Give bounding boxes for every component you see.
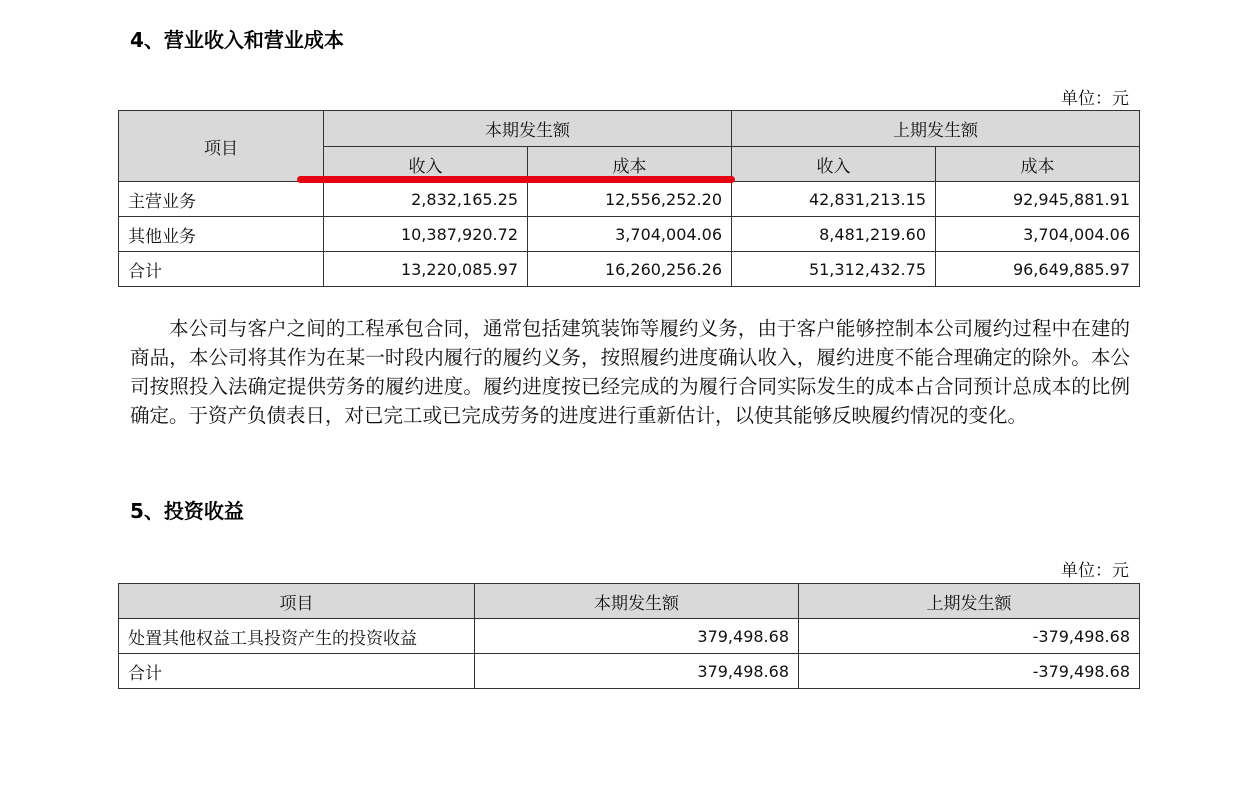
cell-previous-revenue: 42,831,213.15 [732,182,936,217]
row-label: 其他业务 [119,217,324,252]
row-label: 合计 [119,654,475,689]
header-current-cost: 成本 [528,147,732,182]
unit-label: 单位：元 [1061,89,1129,109]
table-row [119,217,1140,252]
header-previous-period: 上期发生额 [799,584,1140,619]
header-item: 项目 [119,584,475,619]
cell-previous: -379,498.68 [799,619,1140,654]
header-previous-period: 上期发生额 [732,111,1140,147]
section-4-title: 4、营业收入和营业成本 [130,28,344,52]
cell-previous: -379,498.68 [799,654,1140,689]
table-row [119,619,1140,654]
revenue-cost-table [118,110,1140,287]
table-row [119,654,1140,689]
table-row [119,182,1140,217]
header-previous-cost: 成本 [936,147,1140,182]
row-label: 主营业务 [119,182,324,217]
cell-previous-cost: 96,649,885.97 [936,252,1140,287]
body-paragraph: 本公司与客户之间的工程承包合同，通常包括建筑装饰等履约义务，由于客户能够控制本公司履约过程中在建的商品，本公司将其作为在某一时段内履行的履约义务，按照履约进度确认收入，履约进度不能合理确定的除外。本公司按照投入法确定提供劳务的履约进度。履约进度按已经完成的为履行合同实际发生的成本占合同预计总成本的比例确定。于资产负债表日，对已完工或已完成劳务的进度进行重新估计，以使其能够反映履约情况的变化。 [130,317,1130,427]
header-current-period: 本期发生额 [475,584,799,619]
cell-previous-cost: 92,945,881.91 [936,182,1140,217]
cell-current-cost: 16,260,256.26 [528,252,732,287]
investment-income-table [118,583,1140,689]
cell-current: 379,498.68 [475,619,799,654]
header-current-revenue: 收入 [324,147,528,182]
cell-current-revenue: 10,387,920.72 [324,217,528,252]
table-row [119,252,1140,287]
unit-label: 单位：元 [1061,561,1129,581]
cell-previous-revenue: 8,481,219.60 [732,217,936,252]
header-current-period: 本期发生额 [324,111,732,147]
section-5-title: 5、投资收益 [130,499,244,523]
cell-previous-revenue: 51,312,432.75 [732,252,936,287]
header-item: 项目 [119,111,324,182]
cell-current: 379,498.68 [475,654,799,689]
row-label: 合计 [119,252,324,287]
header-previous-revenue: 收入 [732,147,936,182]
cell-current-cost: 12,556,252.20 [528,182,732,217]
red-highlight-line [297,176,735,183]
row-label: 处置其他权益工具投资产生的投资收益 [119,619,475,654]
cell-previous-cost: 3,704,004.06 [936,217,1140,252]
cell-current-revenue: 2,832,165.25 [324,182,528,217]
cell-current-revenue: 13,220,085.97 [324,252,528,287]
cell-current-cost: 3,704,004.06 [528,217,732,252]
